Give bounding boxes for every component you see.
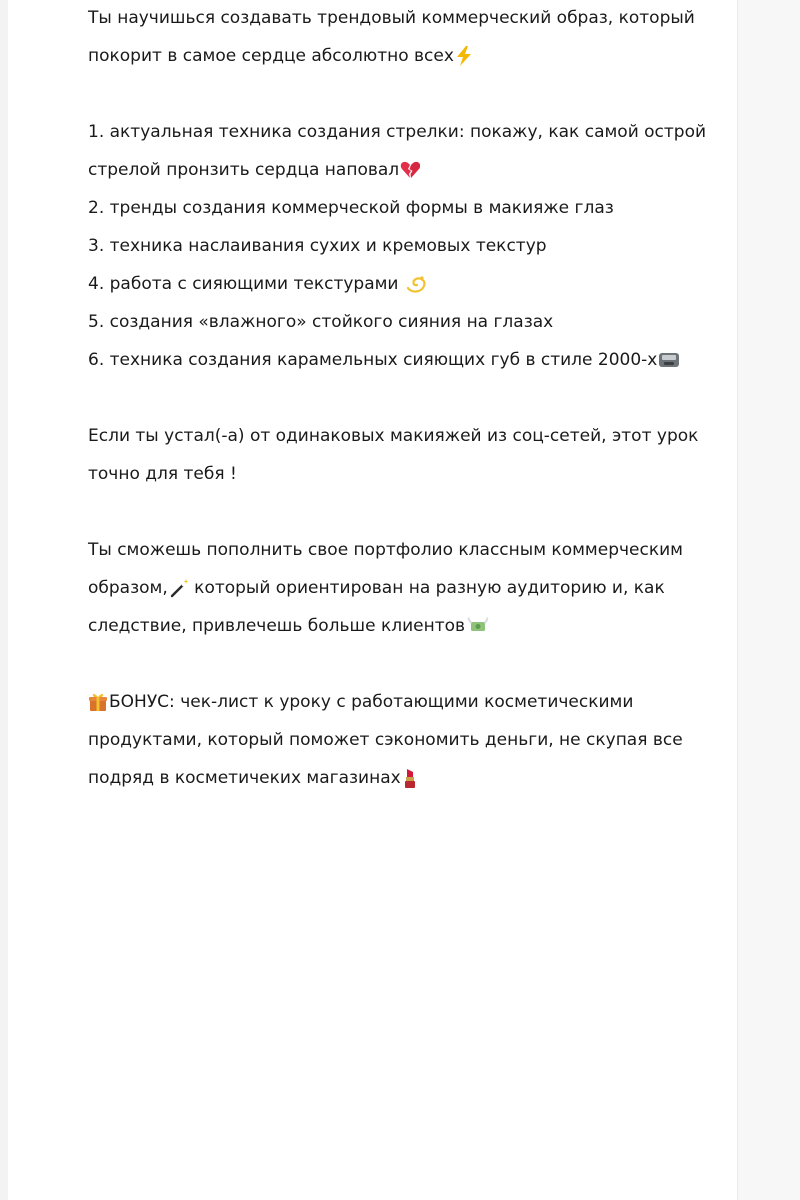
lipstick-icon (402, 767, 418, 789)
right-scroll-area (737, 0, 800, 1200)
text-line: подряд в косметичеких магазинах (88, 759, 728, 797)
intro-paragraph (88, 0, 728, 75)
text-line: Если ты устал(-а) от одинаковых макияжей из соц-сетей, этот урок (88, 426, 699, 446)
magic-wand-icon (169, 578, 189, 598)
left-edge (0, 0, 8, 1200)
list-item: 3. техника наслаивания сухих и кремовых текстур (88, 236, 547, 256)
list-item: 2. тренды создания коммерческой формы в макияже глаз (88, 198, 614, 218)
lightning-icon (455, 46, 473, 66)
portfolio-paragraph (88, 531, 728, 645)
bonus-paragraph (88, 683, 728, 797)
intro-line: Ты научишься создавать трендовый коммерческий образ, который (88, 8, 695, 28)
broken-heart-icon (400, 160, 420, 180)
list-item: 1. актуальная техника создания стрелки: покажу, как самой острой (88, 122, 707, 142)
text-line: следствие, привлечешь больше клиентов (88, 607, 728, 645)
text-line: точно для тебя ! (88, 464, 237, 484)
list-item: стрелой пронзить сердца наповал (88, 151, 728, 189)
list-item: 5. создания «влажного» стойкого сияния на глазах (88, 312, 554, 332)
text-line: продуктами, который поможет сэкономить деньги, не скупая все (88, 730, 683, 750)
dizzy-icon (405, 274, 427, 294)
intro-line: покорит в самое сердце абсолютно всех (88, 37, 728, 75)
list-item: 4. работа с сияющими текстурами (88, 265, 728, 303)
list-item: 6. техника создания карамельных сияющих губ в стиле 2000-х (88, 341, 728, 379)
money-with-wings-icon (466, 616, 490, 636)
tired-paragraph (88, 417, 728, 493)
gift-icon (88, 692, 108, 712)
text-line: Ты сможешь пополнить свое портфолио классным коммерческим (88, 540, 683, 560)
lesson-list (88, 113, 728, 379)
text-line: образом, который ориентирован на разную аудиторию и, как (88, 578, 665, 598)
minidisc-icon (658, 351, 680, 369)
post-text (88, 0, 728, 797)
text-line: БОНУС: чек-лист к уроку с работающими косметическими (88, 683, 728, 721)
